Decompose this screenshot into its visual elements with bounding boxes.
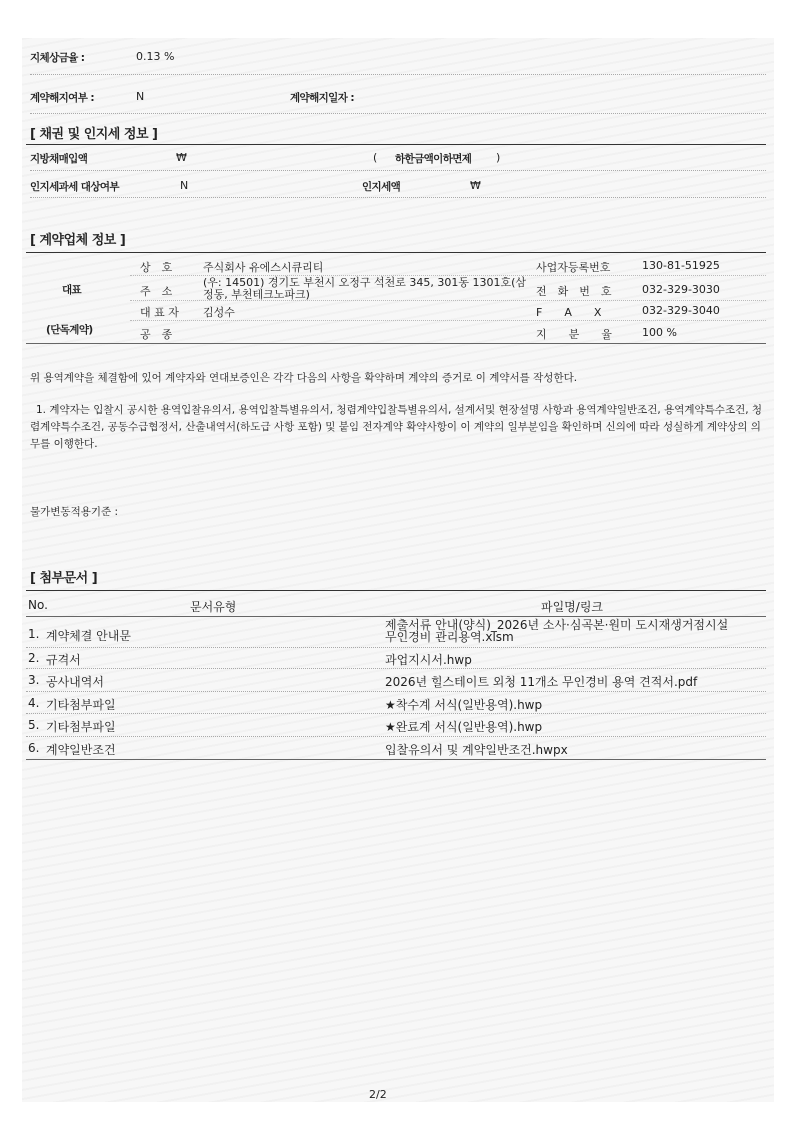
section-rule <box>26 144 766 145</box>
row-no: 5. <box>28 718 40 732</box>
fax-label: F A X <box>536 306 602 319</box>
row-no: 6. <box>28 741 40 755</box>
exempt-close: ) <box>496 151 501 164</box>
phone-label: 전 화 번 호 <box>536 285 612 298</box>
late-penalty-value: 0.13 % <box>136 50 175 63</box>
file-link[interactable]: 입찰유의서 및 계약일반조건.hwpx <box>385 743 568 757</box>
divider <box>30 74 766 75</box>
clause-paragraph: 1. 계약자는 입찰시 공시한 용역입찰유의서, 용역입찰특별유의서, 청렴계약입찰특별유의서, 설계서및 현장설명 사항과 용역계약일반조건, 용역계약특수조건, 청렴계약특수조건, 공동수급협정서, 산출내역서(하도급 사항 포함) 및 붙임 전자계약 확약사항이 이 계약의 일부분임을 확인하며 신의에 따라 성실하게 계약상의 의무를 이행한다. <box>30 404 763 450</box>
stamp-target-value: N <box>180 179 189 192</box>
row-type: 계약일반조건 <box>46 743 116 757</box>
late-penalty-label: 지체상금율 : <box>30 52 85 64</box>
local-bond-currency: ₩ <box>176 151 187 164</box>
section-rule <box>26 252 766 253</box>
termination-label: 계약해지여부 : <box>30 92 94 104</box>
exempt-open: ( <box>373 151 378 164</box>
table-header-rule <box>26 616 766 617</box>
file-link[interactable]: 2026년 힐스테이트 외청 11개소 무인경비 용역 견적서.pdf <box>385 675 698 689</box>
share-value: 100 % <box>642 326 677 339</box>
file-link[interactable] <box>385 619 728 643</box>
col-no-header: No. <box>28 598 48 612</box>
bond-section-title: [ 채권 및 인지세 정보 ] <box>30 127 158 142</box>
row-type: 공사내역서 <box>46 675 104 689</box>
divider <box>30 197 766 198</box>
address-line-2: 정동, 부천테크노파크) <box>203 288 310 301</box>
file-name-line-2[interactable]: 무인경비 관리용역.xlsm <box>385 630 514 644</box>
address-line-1: (우: 14501) 경기도 부천시 오정구 석천로 345, 301동 1301호(삼 <box>203 276 527 289</box>
solo-contract-label: (단독계약) <box>46 324 93 336</box>
file-link[interactable]: 과업지시서.hwp <box>385 653 472 667</box>
divider <box>26 736 766 737</box>
fax-value: 032-329-3040 <box>642 304 720 317</box>
row-type: 기타첨부파일 <box>46 698 116 712</box>
divider <box>26 691 766 692</box>
divider <box>130 300 766 301</box>
divider <box>130 320 766 321</box>
divider <box>26 647 766 648</box>
company-name-label: 상 호 <box>140 261 173 274</box>
biz-no-value: 130-81-51925 <box>642 259 720 272</box>
divider <box>30 113 766 114</box>
rep-label: 대표 <box>62 284 82 296</box>
divider <box>30 170 766 171</box>
row-no: 4. <box>28 696 40 710</box>
company-name-value: 주식회사 유에스시큐리티 <box>203 261 324 274</box>
row-no: 1. <box>28 627 40 641</box>
address-value <box>203 277 526 301</box>
address-label: 주 소 <box>140 285 173 298</box>
attachments-section-title: [ 첨부문서 ] <box>30 571 98 586</box>
divider <box>26 668 766 669</box>
col-file-header: 파일명/링크 <box>541 600 604 614</box>
row-type: 규격서 <box>46 653 81 667</box>
file-link[interactable]: ★완료계 서식(일반용역).hwp <box>385 720 543 734</box>
section-rule <box>26 590 766 591</box>
joint-label: 공 종 <box>140 328 173 341</box>
stamp-target-label: 인지세과세 대상여부 <box>30 181 119 193</box>
stamp-currency: ₩ <box>470 179 481 192</box>
divider <box>26 713 766 714</box>
stamp-amount-label: 인지세액 <box>362 181 401 193</box>
ceo-value: 김성수 <box>203 306 235 319</box>
local-bond-label: 지방채매입액 <box>30 153 88 165</box>
exempt-text: 하한금액이하면제 <box>395 153 472 165</box>
phone-value: 032-329-3030 <box>642 283 720 296</box>
price-basis-label: 물가변동적용기준 : <box>30 506 119 518</box>
termination-value: N <box>136 90 145 103</box>
row-no: 2. <box>28 651 40 665</box>
biz-no-label: 사업자등록번호 <box>536 261 611 274</box>
file-name-line-1[interactable]: 제출서류 안내(양식)_2026년 소사·심곡본·원미 도시재생거점시설 <box>385 618 729 632</box>
row-type: 기타첨부파일 <box>46 720 116 734</box>
section-rule <box>26 343 766 344</box>
ceo-label: 대 표 자 <box>140 306 179 319</box>
page-number: 2/2 <box>369 1088 387 1101</box>
company-section-title: [ 계약업체 정보 ] <box>30 233 126 248</box>
table-bottom-rule <box>26 759 766 760</box>
file-link[interactable]: ★착수계 서식(일반용역).hwp <box>385 698 543 712</box>
row-no: 3. <box>28 673 40 687</box>
termination-date-label: 계약해지일자 : <box>290 92 354 104</box>
row-type: 계약체결 안내문 <box>46 629 131 643</box>
agreement-paragraph: 위 용역계약을 체결함에 있어 계약자와 연대보증인은 각각 다음의 사항을 확약하며 계약의 증거로 이 계약서를 작성한다. <box>30 372 578 384</box>
share-label: 지 분 율 <box>536 328 612 341</box>
col-type-header: 문서유형 <box>190 600 237 614</box>
